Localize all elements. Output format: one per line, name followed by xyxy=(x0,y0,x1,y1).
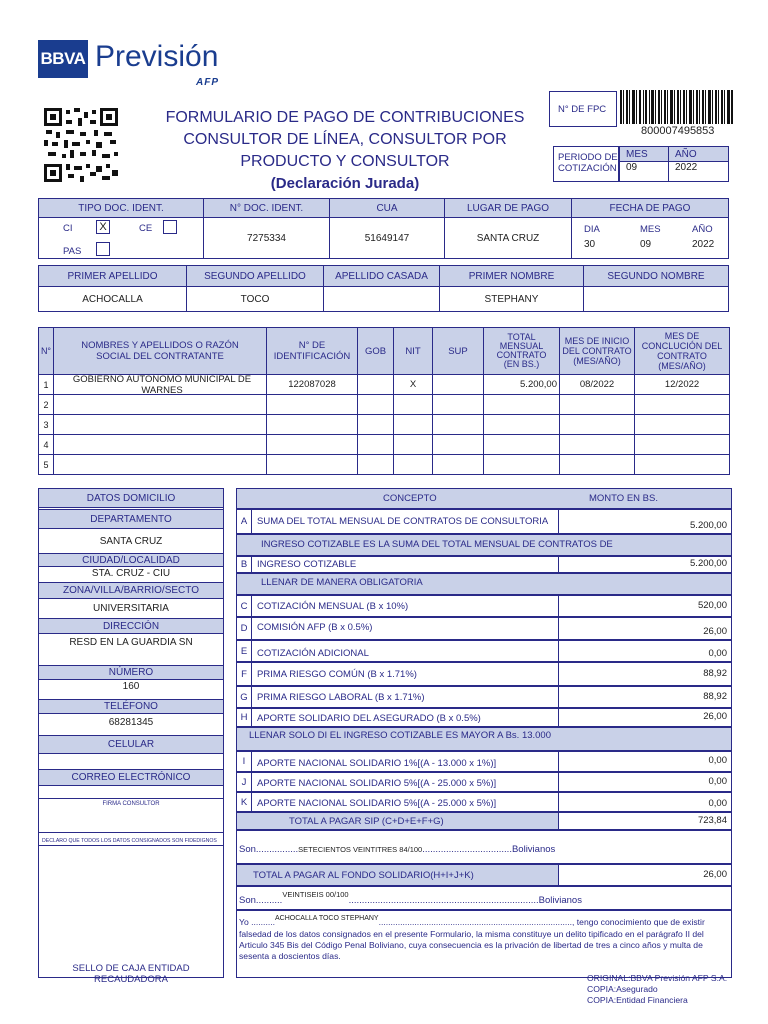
qr-code xyxy=(44,108,118,182)
copies-block xyxy=(587,973,727,1006)
domicilio-title: DATOS DOMICILIO xyxy=(38,488,224,508)
contract-col-inicio: MES DE INICIO DEL CONTRATO (MES/AÑO) xyxy=(559,327,635,375)
fpc-box xyxy=(549,91,617,127)
declaration-box: Yo ..........$^{ACHOCALLA TOCO STEPHANY}$................................................................................., tengo conocimiento que de existir falsedad de los datos consignados en el presente Formulario, la misma constituye un delito tipificado en el parágrafo II del Articulo 345 Bis del Código Penal Boliviano, cuya consecuencia es la privación de libertad de tres a cinco años y multa de sesenta a doscientos días. xyxy=(236,910,732,978)
copy-asegurado: COPIA:Asegurado xyxy=(587,984,658,994)
declarant-name: ACHOCALLA TOCO STEPHANY xyxy=(275,915,379,922)
concept-row-j: J APORTE NACIONAL SOLIDARIO 5%[(A - 25.000 x 5%)] 0,00 xyxy=(236,772,732,792)
copy-original: ORIGINAL:BBVA Previsión AFP S.A. xyxy=(587,973,728,983)
contract-col-num: N° xyxy=(38,327,54,375)
son-2-row: Son..........$^{VEINTISEIS 00/100}$........................................................................Bolivianos xyxy=(236,886,732,910)
concept-row-e: E COTIZACIÓN ADICIONAL 0,00 xyxy=(236,640,732,662)
celular-label: CELULAR xyxy=(38,735,224,754)
contract-col-id: N° DE IDENTIFICACIÓN xyxy=(266,327,358,375)
copy-entidad: COPIA:Entidad Financiera xyxy=(587,995,688,1005)
firma-line xyxy=(38,798,224,799)
form-title xyxy=(150,107,540,195)
numero-label: NÚMERO xyxy=(38,665,224,680)
periodo-label: PERIODO DE COTIZACIÓN xyxy=(558,152,618,174)
contract-col-nit: NIT xyxy=(393,327,433,375)
periodo-anio-header: AÑO xyxy=(668,146,729,162)
concept-note-2: LLENAR DE MANERA OBLIGATORIA xyxy=(236,573,732,595)
contract-col-sup: SUP xyxy=(432,327,484,375)
declaro-line xyxy=(38,832,224,833)
apellido-casada-header: APELLIDO CASADA xyxy=(323,265,440,287)
concept-note-1: INGRESO COTIZABLE ES LA SUMA DEL TOTAL MENSUAL DE CONTRATOS DE xyxy=(236,534,732,556)
tipo-doc-header: TIPO DOC. IDENT. xyxy=(38,198,204,218)
direccion-value: RESD EN LA GUARDIA SN xyxy=(69,637,193,648)
periodo-mes-header: MES xyxy=(619,146,669,162)
fecha-pago-cell: DIA MES AÑO 30 09 2022 xyxy=(571,217,729,259)
numero-value: 160 xyxy=(122,681,140,692)
logo-product: Previsión xyxy=(95,40,219,73)
periodo-anio-value: 2022 xyxy=(668,161,729,182)
ciudad-label: CIUDAD/LOCALIDAD xyxy=(38,553,224,567)
logo-brand: BBVA xyxy=(40,49,86,68)
departamento-value: SANTA CRUZ xyxy=(99,536,163,547)
telefono-label: TELÉFONO xyxy=(38,699,224,714)
sello-caja: SELLO DE CAJA ENTIDAD RECAUDADORA xyxy=(72,963,190,985)
firma-consultor: FIRMA CONSULTOR xyxy=(102,801,160,807)
contract-col-conclusion: MES DE CONCLUCIÓN DEL CONTRATO (MES/AÑO) xyxy=(634,327,730,375)
apellido-casada-value xyxy=(323,286,440,312)
segundo-apellido-value: TOCO xyxy=(186,286,324,312)
concept-row-i: I APORTE NACIONAL SOLIDARIO 1%[(A - 13.000 x 1%)] 0,00 xyxy=(236,751,732,772)
total-sip-row: TOTAL A PAGAR SIP (C+D+E+F+G) 723,84 xyxy=(236,812,732,830)
concept-row-h: H APORTE SOLIDARIO DEL ASEGURADO (B x 0.5%) 26,00 xyxy=(236,708,732,727)
concept-row-c: C COTIZACIÓN MENSUAL (B x 10%) 520,00 xyxy=(236,595,732,617)
tipo-doc-cell: CI X CE PAS xyxy=(38,217,204,259)
cua-header: CUA xyxy=(329,198,445,218)
lugar-pago-header: LUGAR DE PAGO xyxy=(444,198,572,218)
barcode-number: 800007495853 xyxy=(641,125,715,137)
ce-checkbox[interactable] xyxy=(163,220,177,234)
primer-nombre-value: STEPHANY xyxy=(439,286,584,312)
sello-line xyxy=(38,845,224,846)
departamento-label: DEPARTAMENTO xyxy=(38,509,224,529)
direccion-label: DIRECCIÓN xyxy=(38,618,224,634)
fecha-pago-header: FECHA DE PAGO xyxy=(571,198,729,218)
segundo-apellido-header: SEGUNDO APELLIDO xyxy=(186,265,324,287)
correo-label: CORREO ELECTRÓNICO xyxy=(38,769,224,786)
logo-afp: AFP xyxy=(196,77,219,88)
barcode xyxy=(620,90,734,124)
ci-checkbox[interactable]: X xyxy=(96,220,110,234)
zona-label: ZONA/VILLA/BARRIO/SECTO xyxy=(38,582,224,599)
periodo-mes-value: 09 xyxy=(619,161,669,182)
telefono-value: 68281345 xyxy=(108,717,154,728)
concept-row-b: B INGRESO COTIZABLE 5.200,00 xyxy=(236,556,732,573)
contract-col-total: TOTAL MENSUAL CONTRATO (EN BS.) xyxy=(483,327,560,375)
title-line-2: CONSULTOR DE LÍNEA, CONSULTOR POR xyxy=(183,131,507,148)
title-line-1: FORMULARIO DE PAGO DE CONTRIBUCIONES xyxy=(165,109,525,126)
contract-col-gob: GOB xyxy=(357,327,394,375)
concept-row-f: F PRIMA RIESGO COMÚN (B x 1.71%) 88,92 xyxy=(236,662,732,686)
zona-value: UNIVERSITARIA xyxy=(93,603,169,614)
primer-apellido-value: ACHOCALLA xyxy=(38,286,187,312)
bbva-logo xyxy=(38,40,88,78)
concept-header: CONCEPTO MONTO EN BS. xyxy=(236,488,732,509)
lugar-pago-value: SANTA CRUZ xyxy=(444,217,572,259)
declaro-text: DECLARO QUE TODOS LOS DATOS CONSIGNADOS SON FIDEDIGNOS xyxy=(42,838,217,844)
doc-ident-value: 7275334 xyxy=(203,217,330,259)
primer-apellido-header: PRIMER APELLIDO xyxy=(38,265,187,287)
title-line-4: (Declaración Jurada) xyxy=(270,175,420,192)
contract-col-name: NOMBRES Y APELLIDOS O RAZÓN SOCIAL DEL CONTRATANTE xyxy=(53,327,267,375)
pas-checkbox[interactable] xyxy=(96,242,110,256)
contracts-table: N° NOMBRES Y APELLIDOS O RAZÓN SOCIAL DEL CONTRATANTE N° DE IDENTIFICACIÓN GOB NIT SUP TOTAL MENSUAL CONTRATO (EN BS.) MES DE INICIO DEL CONTRATO (MES/AÑO) MES DE CONCLUCIÓN DEL CONTRATO (MES/AÑO) 1 GOBIERNO AUTONOMO MUNICIPAL DE WARNES 122087028 X 5.200,00 08/2022 12/2022 2 3 4 5 xyxy=(38,327,730,475)
cua-value: 51649147 xyxy=(329,217,445,259)
periodo-label-box xyxy=(553,146,619,182)
concept-row-g: G PRIMA RIESGO LABORAL (B x 1.71%) 88,92 xyxy=(236,686,732,708)
fpc-label: N° DE FPC xyxy=(558,104,607,115)
segundo-nombre-header: SEGUNDO NOMBRE xyxy=(583,265,729,287)
segundo-nombre-value xyxy=(583,286,729,312)
son-1-row: Son................SETECIENTOS VEINTITRES 84/100..................................Bolivianos xyxy=(236,830,732,864)
correo-value xyxy=(38,788,224,798)
concept-row-a: A SUMA DEL TOTAL MENSUAL DE CONTRATOS DE CONSULTORIA 5.200,00 xyxy=(236,509,732,534)
title-line-3: PRODUCTO Y CONSULTOR xyxy=(240,153,450,170)
concept-note-3: LLENAR SOLO DI EL INGRESO COTIZABLE ES MAYOR A Bs. 13.000 xyxy=(236,727,732,751)
doc-ident-header: N° DOC. IDENT. xyxy=(203,198,330,218)
ciudad-value: STA. CRUZ - CIU xyxy=(91,568,171,579)
primer-nombre-header: PRIMER NOMBRE xyxy=(439,265,584,287)
concept-row-d: D COMISIÓN AFP (B x 0.5%) 26,00 xyxy=(236,617,732,640)
total-fs-row: TOTAL A PAGAR AL FONDO SOLIDARIO(H+I+J+K) 26,00 xyxy=(236,864,732,886)
concept-row-k: K APORTE NACIONAL SOLIDARIO 5%[(A - 25.000 x 5%)] 0,00 xyxy=(236,792,732,812)
